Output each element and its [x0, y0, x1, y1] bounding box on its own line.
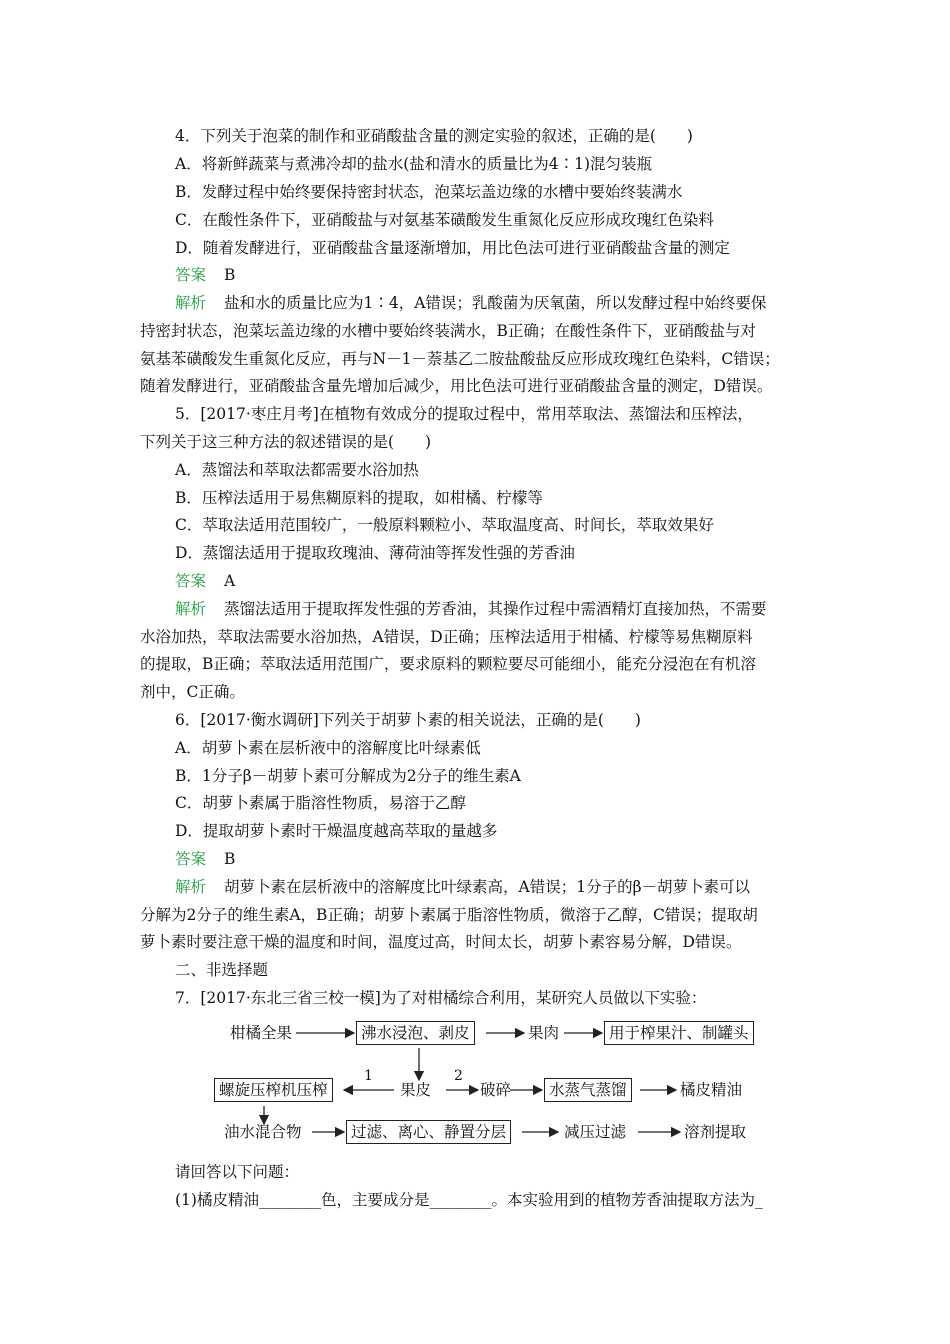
q5-stem: 5．[2017·枣庄月考]在植物有效成分的提取过程中，常用萃取法、蒸馏法和压榨法，	[175, 405, 753, 423]
flow-node-screw-press: 螺旋压榨机压榨	[214, 1078, 333, 1102]
flow-node-steam-distill: 水蒸气蒸馏	[544, 1078, 632, 1102]
flow-node-whole-orange: 柑橘全果	[230, 1024, 293, 1042]
q7-stem: 7．[2017·东北三省三校一模]为了对柑橘综合利用，某研究人员做以下实验：	[175, 989, 707, 1007]
q6-answer	[175, 849, 235, 869]
answer-label: 答案	[175, 572, 207, 590]
q5-option-b: B．压榨法适用于易焦糊原料的提取，如柑橘、柠檬等	[175, 489, 543, 507]
flow-step-2: 2	[454, 1068, 463, 1084]
q5-analysis-line	[175, 599, 767, 619]
q4-analysis-line	[175, 293, 766, 313]
q5-option-c: C．萃取法适用范围较广，一般原料颗粒小、萃取温度高、时间长，萃取效果好	[175, 516, 714, 534]
q6-analysis-line: 萝卜素时要注意干燥的温度和时间，温度过高，时间太长，胡萝卜素容易分解，D错误。	[140, 933, 742, 951]
q4-stem: 4．下列关于泡菜的制作和亚硝酸盐含量的测定实验的叙述，正确的是( )	[175, 127, 693, 145]
q5-stem: 下列关于这三种方法的叙述错误的是( )	[140, 433, 432, 451]
flow-node-juice-can: 用于榨果汁、制罐头	[604, 1021, 754, 1045]
q5-analysis-line: 剂中，C正确。	[140, 683, 245, 701]
analysis-label: 解析	[175, 600, 207, 618]
q4-option-d: D．随着发酵进行，亚硝酸盐含量逐渐增加，用比色法可进行亚硝酸盐含量的测定	[175, 239, 730, 257]
q4-option-a: A．将新鲜蔬菜与煮沸冷却的盐水(盐和清水的质量比为4∶1)混匀装瓶	[175, 155, 653, 173]
analysis-text: 蒸馏法适用于提取挥发性强的芳香油，其操作过程中需酒精灯直接加热，不需要	[224, 600, 767, 618]
q6-option-a: A．胡萝卜素在层析液中的溶解度比叶绿素低	[175, 739, 481, 757]
q4-analysis-line: 氨基苯磺酸发生重氮化反应，再与N－1－萘基乙二胺盐酸盐反应形成玫瑰红色染料，C错误；	[140, 350, 780, 368]
flow-node-solvent-extract: 溶剂提取	[684, 1123, 747, 1141]
answer-label: 答案	[175, 266, 207, 284]
q5-answer	[175, 571, 235, 591]
q5-option-d: D．蒸馏法适用于提取玫瑰油、薄荷油等挥发性强的芳香油	[175, 544, 575, 562]
analysis-text: 盐和水的质量比应为1∶4，A错误；乳酸菌为厌氧菌，所以发酵过程中始终要保	[224, 294, 767, 312]
flow-node-peel-oil: 橘皮精油	[680, 1081, 743, 1099]
section-title: 二、非选择题	[175, 961, 269, 979]
answer-value: A	[224, 572, 236, 590]
answer-value: B	[224, 850, 236, 868]
q5-option-a: A．蒸馏法和萃取法都需要水浴加热	[175, 461, 419, 479]
flow-step-1: 1	[364, 1068, 373, 1084]
q4-option-c: C．在酸性条件下，亚硝酸盐与对氨基苯磺酸发生重氮化反应形成玫瑰红色染料	[175, 211, 714, 229]
flow-diagram	[214, 1010, 774, 1160]
flow-node-filter-separate: 过滤、离心、静置分层	[346, 1120, 511, 1144]
analysis-label: 解析	[175, 878, 207, 896]
q6-analysis-line: 分解为2分子的维生素A，B正确；胡萝卜素属于脂溶性物质，微溶于乙醇，C错误；提取胡	[140, 906, 758, 924]
flow-node-boil-peel: 沸水浸泡、剥皮	[356, 1021, 475, 1045]
q7-prompt: 请回答以下问题：	[175, 1163, 300, 1181]
q6-option-d: D．提取胡萝卜素时干燥温度越高萃取的量越多	[175, 822, 498, 840]
answer-value: B	[224, 266, 236, 284]
q6-analysis-line	[175, 877, 750, 897]
q6-option-b: B．1分子β－胡萝卜素可分解成为2分子的维生素A	[175, 767, 521, 785]
q7-sub1: (1)橘皮精油________色，主要成分是________。本实验用到的植物芳香油提取方法为_	[175, 1191, 763, 1209]
flow-node-oil-water: 油水混合物	[224, 1123, 302, 1141]
flow-node-peel: 果皮	[400, 1081, 432, 1099]
q4-analysis-line: 持密封状态，泡菜坛盖边缘的水槽中要始终装满水，B正确；在酸性条件下，亚硝酸盐与对	[140, 322, 756, 340]
q5-analysis-line: 水浴加热，萃取法需要水浴加热，A错误，D正确；压榨法适用于柑橘、柠檬等易焦糊原料	[140, 628, 753, 646]
flow-node-crush: 破碎	[480, 1081, 512, 1099]
q6-option-c: C．胡萝卜素属于脂溶性物质，易溶于乙醇	[175, 794, 466, 812]
q4-answer	[175, 265, 235, 285]
q5-analysis-line: 的提取，B正确；萃取法适用范围广，要求原料的颗粒要尽可能细小，能充分浸泡在有机溶	[140, 655, 756, 673]
analysis-text: 胡萝卜素在层析液中的溶解度比叶绿素高，A错误；1分子的β－胡萝卜素可以	[224, 878, 751, 896]
q6-stem: 6．[2017·衡水调研]下列关于胡萝卜素的相关说法，正确的是( )	[175, 711, 641, 729]
q4-analysis-line: 随着发酵进行，亚硝酸盐含量先增加后减少，用比色法可进行亚硝酸盐含量的测定，D错误。	[140, 377, 773, 395]
answer-label: 答案	[175, 850, 207, 868]
flow-node-pulp: 果肉	[528, 1024, 560, 1042]
q4-option-b: B．发酵过程中始终要保持密封状态，泡菜坛盖边缘的水槽中要始终装满水	[175, 183, 683, 201]
flow-node-vacuum-filter: 减压过滤	[564, 1123, 627, 1141]
analysis-label: 解析	[175, 294, 207, 312]
